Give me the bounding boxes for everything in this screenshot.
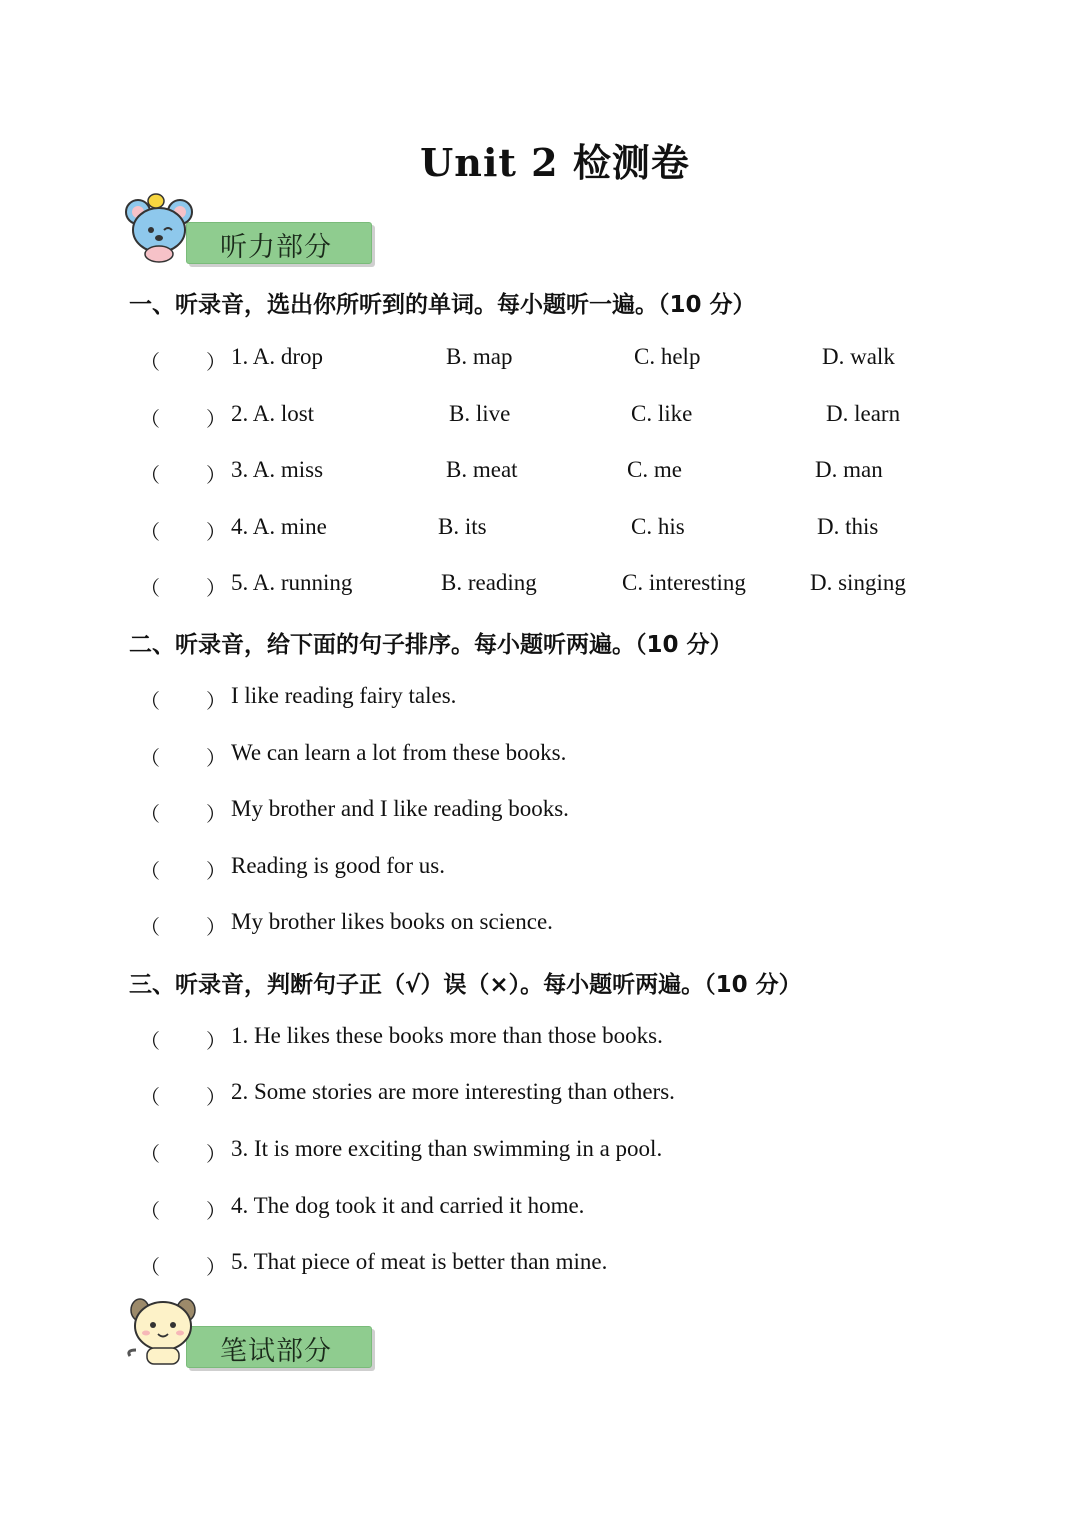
sentence-text: 2. Some stories are more interesting than others. xyxy=(231,1079,675,1104)
answer-paren-close: ） xyxy=(206,746,226,770)
ordering-row xyxy=(0,683,1080,715)
cream-puppy-mascot-icon xyxy=(124,1296,204,1368)
sentence-text: We can learn a lot from these books. xyxy=(231,740,567,765)
option-d: D. this xyxy=(817,514,879,539)
answer-paren-open: （ xyxy=(140,802,160,826)
choice-row xyxy=(0,457,1080,489)
ordering-row xyxy=(0,796,1080,828)
choice-row xyxy=(0,570,1080,602)
section-1-heading: 一、听录音，选出你所听到的单词。每小题听一遍。（10 分） xyxy=(129,292,756,318)
option-a: 3. A. miss xyxy=(231,457,324,482)
option-d: D. learn xyxy=(826,401,901,426)
answer-paren-open: （ xyxy=(140,520,160,544)
section-3-heading: 三、听录音，判断句子正（√）误（×）。每小题听两遍。（10 分） xyxy=(129,972,802,998)
answer-paren-close: ） xyxy=(206,1142,226,1166)
ordering-row xyxy=(0,909,1080,941)
judgement-row xyxy=(0,1136,1080,1168)
ordering-row xyxy=(0,853,1080,885)
answer-paren-close: ） xyxy=(206,859,226,883)
answer-paren-close: ） xyxy=(206,802,226,826)
judgement-row xyxy=(0,1023,1080,1055)
answer-paren-open: （ xyxy=(140,407,160,431)
banner-label-listening: 听力部分 xyxy=(220,232,332,263)
choice-row xyxy=(0,344,1080,376)
banner-label-writing: 笔试部分 xyxy=(220,1336,332,1367)
option-d: D. man xyxy=(815,457,883,482)
option-b: B. meat xyxy=(446,457,518,482)
judgement-row xyxy=(0,1193,1080,1225)
option-a: 4. A. mine xyxy=(231,514,327,539)
listening-section-banner xyxy=(124,192,384,272)
answer-paren-open: （ xyxy=(140,689,160,713)
answer-paren-close: ） xyxy=(206,1085,226,1109)
judgement-row xyxy=(0,1249,1080,1281)
option-c: C. his xyxy=(631,514,685,539)
option-b: B. map xyxy=(446,344,513,369)
option-b: B. reading xyxy=(441,570,537,595)
answer-paren-open: （ xyxy=(140,746,160,770)
answer-paren-open: （ xyxy=(140,463,160,487)
answer-paren-close: ） xyxy=(206,350,226,374)
writing-section-banner xyxy=(124,1296,384,1376)
answer-paren-open: （ xyxy=(140,1142,160,1166)
option-c: C. interesting xyxy=(622,570,746,595)
answer-paren-open: （ xyxy=(140,350,160,374)
choice-row xyxy=(0,514,1080,546)
option-a: 1. A. drop xyxy=(231,344,323,369)
answer-paren-close: ） xyxy=(206,463,226,487)
choice-row xyxy=(0,401,1080,433)
option-c: C. me xyxy=(627,457,682,482)
blue-mouse-mascot-icon xyxy=(124,192,194,264)
sentence-text: 5. That piece of meat is better than mine. xyxy=(231,1249,608,1274)
answer-paren-open: （ xyxy=(140,1085,160,1109)
answer-paren-close: ） xyxy=(206,915,226,939)
answer-paren-open: （ xyxy=(140,576,160,600)
sentence-text: 4. The dog took it and carried it home. xyxy=(231,1193,585,1218)
answer-paren-close: ） xyxy=(206,576,226,600)
answer-paren-close: ） xyxy=(206,1029,226,1053)
ordering-row xyxy=(0,740,1080,772)
answer-paren-close: ） xyxy=(206,407,226,431)
option-a: 2. A. lost xyxy=(231,401,315,426)
answer-paren-close: ） xyxy=(206,1255,226,1279)
option-d: D. singing xyxy=(810,570,906,595)
option-b: B. live xyxy=(449,401,511,426)
section-2-heading: 二、听录音，给下面的句子排序。每小题听两遍。（10 分） xyxy=(129,632,733,658)
page-title: Unit 2 检测卷 xyxy=(420,140,690,185)
sentence-text: Reading is good for us. xyxy=(231,853,446,878)
answer-paren-open: （ xyxy=(140,1255,160,1279)
option-b: B. its xyxy=(438,514,487,539)
answer-paren-open: （ xyxy=(140,859,160,883)
answer-paren-open: （ xyxy=(140,1199,160,1223)
answer-paren-open: （ xyxy=(140,1029,160,1053)
option-d: D. walk xyxy=(822,344,895,369)
option-c: C. help xyxy=(634,344,701,369)
sentence-text: My brother and I like reading books. xyxy=(231,796,569,821)
answer-paren-close: ） xyxy=(206,1199,226,1223)
sentence-text: I like reading fairy tales. xyxy=(231,683,457,708)
answer-paren-close: ） xyxy=(206,520,226,544)
answer-paren-open: （ xyxy=(140,915,160,939)
option-a: 5. A. running xyxy=(231,570,353,595)
sentence-text: 1. He likes these books more than those books. xyxy=(231,1023,663,1048)
sentence-text: 3. It is more exciting than swimming in a pool. xyxy=(231,1136,663,1161)
answer-paren-close: ） xyxy=(206,689,226,713)
option-c: C. like xyxy=(631,401,693,426)
judgement-row xyxy=(0,1079,1080,1111)
sentence-text: My brother likes books on science. xyxy=(231,909,553,934)
